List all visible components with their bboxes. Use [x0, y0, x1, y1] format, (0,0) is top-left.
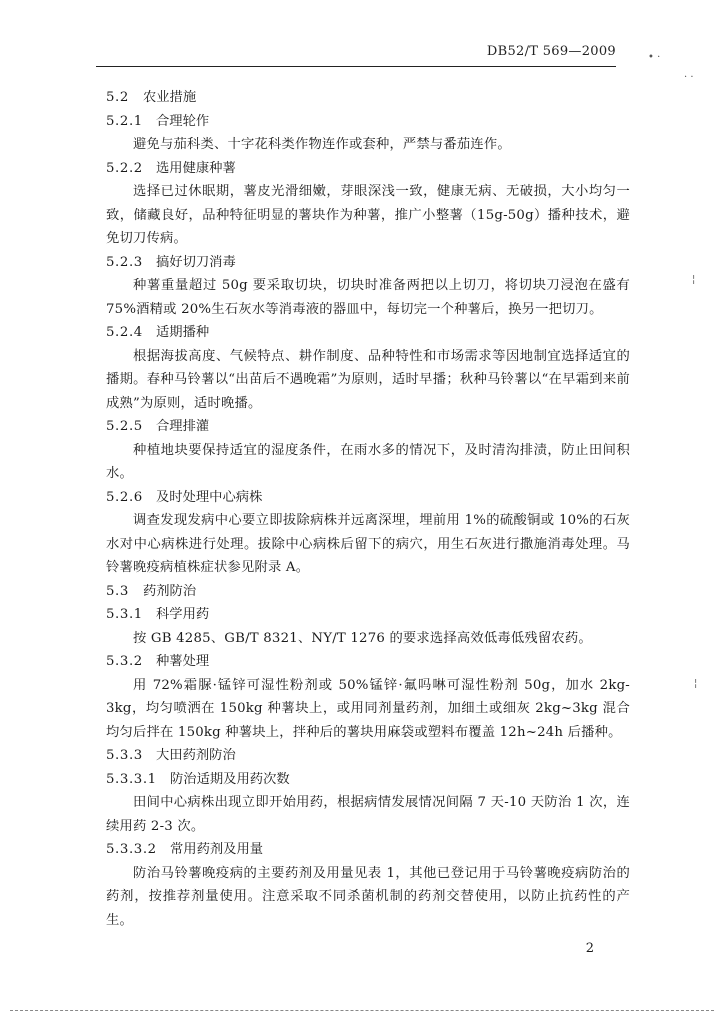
body-paragraph: 按 GB 4285、GB/T 8321、NY/T 1276 的要求选择高效低毒低残留农药。: [133, 630, 592, 646]
section-number: 5.3.2: [106, 654, 143, 669]
section-heading: [106, 744, 630, 768]
body-paragraph: 调查发现发病中心要立即拔除病株并远离深埋，埋前用 1%的硫酸铜或 10%的石灰水对中心病株进行处理。拔除中心病株后留下的病穴，用生石灰进行撒施消毒处理。马铃薯晚疫病植株症状参见附录 A。: [106, 513, 630, 575]
section-heading: [106, 157, 630, 181]
scan-speck: ¦: [694, 678, 698, 689]
section-number: 5.2.3: [106, 254, 143, 270]
section-title: 农业措施: [142, 90, 197, 105]
scan-speck: · ·: [684, 72, 694, 83]
body-paragraph: 选择已过休眠期，薯皮光滑细嫩，芽眼深浅一致，健康无病、无破损，大小均匀一致，储藏良好，品种特征明显的薯块作为种薯，推广小整薯（15g-50g）播种技术，避免切刀传病。: [106, 184, 630, 246]
body-paragraph: 种植地块要保持适宜的湿度条件，在雨水多的情况下，及时清沟排渍，防止田间积水。: [106, 442, 630, 481]
section-heading: [106, 110, 630, 134]
section-heading: [106, 251, 630, 275]
header-rule: [96, 66, 616, 67]
section-number: 5.2.5: [106, 419, 143, 434]
scan-speck: ¦: [692, 274, 696, 285]
section-number: 5.2.6: [106, 489, 143, 505]
section-title: 及时处理中心病株: [156, 489, 263, 505]
section-heading: [106, 321, 630, 345]
body-paragraph: 根据海拔高度、气候特点、耕作制度、品种特性和市场需求等因地制宜选择适宜的播期。春种马铃薯以“出苗后不遇晚霜”为原则，适时早播；秋种马铃薯以“在早霜到来前成熟”为原则，适时晚播。: [106, 348, 630, 411]
section-title: 合理排灌: [156, 419, 210, 434]
section-heading: [106, 580, 630, 604]
section-title: 搞好切刀消毒: [156, 254, 236, 270]
section-heading: [106, 86, 630, 110]
section-number: 5.2.1: [106, 113, 143, 129]
section-title: 选用健康种薯: [156, 160, 236, 176]
document-body: [106, 86, 630, 932]
section-title: 适期播种: [156, 325, 210, 340]
document-code: DB52/T 569—2009: [486, 44, 616, 59]
section-number: 5.3.3.1: [106, 771, 157, 787]
scan-bottom-edge: [10, 1010, 714, 1011]
section-heading: [106, 838, 630, 862]
section-heading: [106, 603, 630, 627]
section-number: 5.3.3: [106, 748, 143, 763]
section-number: 5.3: [106, 583, 129, 599]
section-title: 防治适期及用药次数: [170, 771, 290, 787]
body-paragraph: 防治马铃薯晚疫病的主要药剂及用量见表 1，其他已登记用于马铃薯晚疫病防治的药剂，按推荐剂量使用。注意采取不同杀菌机制的药剂交替使用，以防止抗药性的产生。: [106, 865, 630, 928]
section-title: 科学用药: [156, 607, 210, 622]
section-title: 常用药剂及用量: [170, 842, 264, 857]
section-number: 5.3.3.2: [106, 842, 157, 857]
body-paragraph: 种薯重量超过 50g 要采取切块，切块时准备两把以上切刀，将切块刀浸泡在盛有 75%酒精或 20%生石灰水等消毒液的器皿中，每切完一个种薯后，换另一把切刀。: [106, 278, 630, 317]
section-heading: [106, 768, 630, 792]
body-paragraph: 避免与茄科类、十字花科类作物连作或套种，严禁与番茄连作。: [133, 137, 511, 152]
page-number: 2: [585, 941, 594, 956]
section-heading: [106, 486, 630, 510]
section-title: 合理轮作: [156, 113, 210, 129]
section-heading: [106, 415, 630, 439]
scan-speck: • ·: [648, 52, 661, 63]
section-number: 5.2.4: [106, 325, 143, 340]
section-title: 药剂防治: [142, 583, 197, 599]
section-heading: [106, 650, 630, 674]
section-number: 5.2: [106, 90, 129, 105]
section-title: 大田药剂防治: [156, 748, 236, 763]
section-number: 5.2.2: [106, 160, 143, 176]
body-paragraph: 田间中心病株出现立即开始用药，根据病情发展情况间隔 7 天-10 天防治 1 次，连续用药 2-3 次。: [106, 795, 630, 834]
section-title: 种薯处理: [156, 654, 210, 669]
section-number: 5.3.1: [106, 607, 143, 622]
body-paragraph: 用 72%霜脲·锰锌可湿性粉剂或 50%锰锌·氟吗啉可湿性粉剂 50g，加水 2kg-3kg，均匀喷洒在 150kg 种薯块上，或用同剂量药剂，加细土或细灰 2kg~3kg 混合均匀后拌在 150kg 种薯块上，拌种后的薯块用麻袋或塑料布覆盖 12h~24h 后播种。: [106, 677, 630, 740]
